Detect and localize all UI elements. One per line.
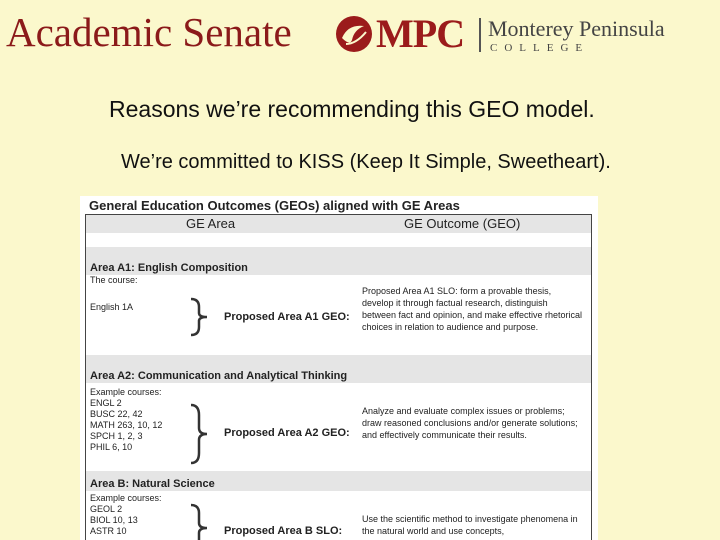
section-heading: Area A1: English Composition	[90, 262, 248, 274]
proposed-label: Proposed Area B SLO:	[224, 525, 343, 537]
course-list	[90, 302, 133, 313]
course-item: ASTR 10	[90, 526, 127, 536]
document-table	[85, 214, 592, 540]
course-item: ENGL 2	[90, 398, 122, 408]
column-header-ge-area: GE Area	[186, 216, 236, 231]
course-list	[90, 387, 162, 453]
college-logo	[334, 12, 714, 56]
brace-icon	[187, 403, 211, 465]
course-item: BIOL 10, 13	[90, 515, 138, 525]
slide-line-2: We’re committed to KISS (Keep It Simple, Sweetheart).	[121, 151, 611, 173]
embedded-document	[80, 196, 598, 540]
brace-icon	[187, 503, 211, 540]
logo-name-line2: COLLEGE	[490, 42, 590, 54]
section-heading: Area B: Natural Science	[90, 478, 215, 490]
course-item: MATH 263, 10, 12	[90, 420, 163, 430]
course-item: GEOL 2	[90, 504, 123, 514]
column-header-geo: GE Outcome (GEO)	[404, 216, 521, 231]
course-list	[90, 275, 138, 286]
geo-text: Analyze and evaluate complex issues or problems; draw reasoned conclusions and/or generate solutions; and effectively communicate their results.	[362, 406, 578, 440]
mpc-swirl-icon	[334, 14, 374, 54]
course-item: English 1A	[90, 302, 134, 312]
proposed-label: Proposed Area A1 GEO:	[224, 311, 350, 323]
slide-line-1: Reasons we’re recommending this GEO model.	[109, 96, 595, 122]
proposed-label: Proposed Area A2 GEO:	[224, 427, 350, 439]
logo-name-line1: Monterey Peninsula	[488, 16, 665, 41]
logo-acronym: MPC	[376, 11, 465, 56]
course-intro: Example courses:	[90, 493, 162, 503]
course-item: SPCH 1, 2, 3	[90, 431, 143, 441]
document-title: General Education Outcomes (GEOs) aligned with GE Areas	[89, 198, 460, 213]
course-item: BUSC 22, 42	[90, 409, 143, 419]
course-list	[90, 493, 162, 537]
geo-text: Proposed Area A1 SLO: form a provable thesis, develop it through factual research, distinguish between fact and opinion, and make effective rhetorical choices in relation to audience and purpose.	[362, 286, 582, 332]
section-heading: Area A2: Communication and Analytical Thinking	[90, 370, 348, 382]
brace-icon	[187, 297, 211, 337]
course-item: PHIL 6, 10	[90, 442, 133, 452]
logo-divider	[479, 18, 481, 52]
course-intro: The course:	[90, 275, 138, 285]
page-title: Academic Senate	[6, 9, 292, 55]
course-intro: Example courses:	[90, 387, 162, 397]
geo-text: Use the scientific method to investigate phenomena in the natural world and use concepts,	[362, 514, 578, 536]
